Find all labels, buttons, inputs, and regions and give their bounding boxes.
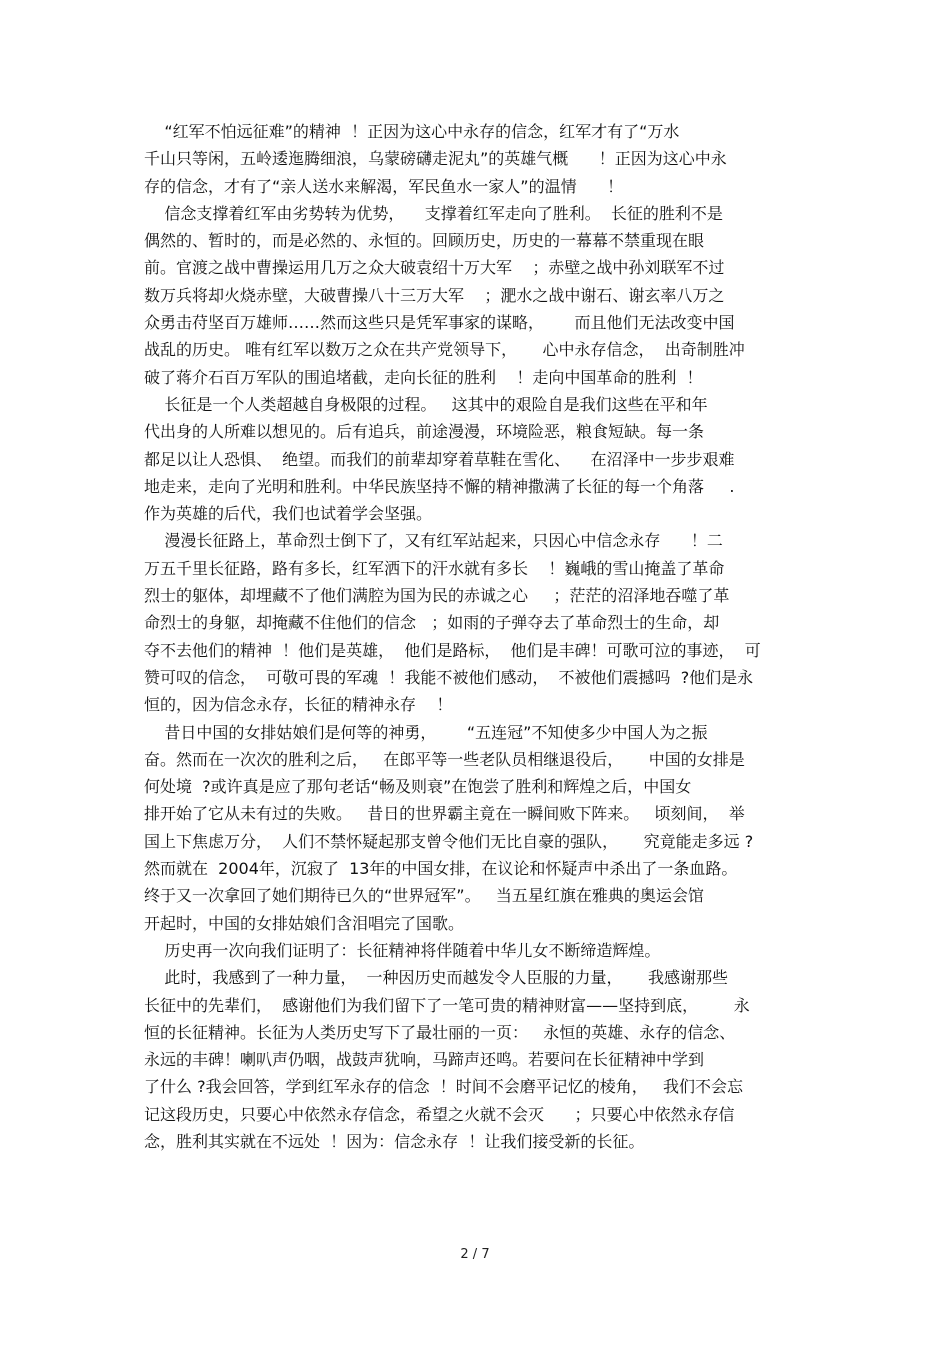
text-line: 奋。然而在一次次的胜利之后， 在郎平等一些老队员相继退役后， 中国的女排是: [144, 749, 745, 769]
text-line: 此时，我感到了一种力量， 一种因历史而越发令人臣服的力量， 我感谢那些: [144, 968, 728, 988]
text-line: 众勇击苻坚百万雄师……然而这些只是凭军事家的谋略， 而且他们无法改变中国: [144, 313, 735, 333]
text-line: 历史再一次向我们证明了：长征精神将伴随着中华儿女不断缔造辉煌。: [144, 940, 661, 960]
text-line: “红军不怕远征难”的精神 ！正因为这心中永存的信念，红军才有了“万水: [144, 122, 680, 141]
text-line: 漫漫长征路上，革命烈士倒下了，又有红军站起来，只因心中信念永存 ！二: [144, 531, 723, 551]
text-line: 作为英雄的后代，我们也试着学会坚强。: [144, 504, 433, 524]
text-line: 终于又一次拿回了她们期待已久的“世界冠军”。 当五星红旗在雅典的奥运会馆: [144, 886, 704, 906]
text-line: 永远的丰碑！喇叭声仍咽，战鼓声犹响，马蹄声还鸣。若要问在长征精神中学到: [144, 1050, 705, 1070]
text-line: 万五千里长征路，路有多长，红军洒下的汗水就有多长 ！巍峨的雪山掩盖了革命: [144, 558, 725, 578]
text-line: 都足以让人恐惧、 绝望。而我们的前辈却穿着草鞋在雪化、 在沼泽中一步步艰难: [144, 449, 735, 469]
text-line: 了什么 ?我会回答，学到红军永存的信念 ！时间不会磨平记忆的棱角， 我们不会忘: [144, 1077, 744, 1097]
text-line: 夺不去他们的精神 ！他们是英雄， 他们是路标， 他们是丰碑！可歌可泣的事迹， 可: [144, 640, 761, 660]
text-line: 烈士的躯体，却埋藏不了他们满腔为国为民的赤诚之心 ；茫茫的沼泽地吞噬了革: [144, 586, 730, 606]
text-line: 千山只等闲，五岭逶迤腾细浪，乌蒙磅礴走泥丸”的英雄气概 ！正因为这心中永: [144, 149, 727, 169]
text-line: 代出身的人所难以想见的。后有追兵，前途漫漫，环境险恶，粮食短缺。每一条: [144, 422, 705, 442]
text-line: 记这段历史，只要心中依然永存信念，希望之火就不会灭 ；只要心中依然永存信: [144, 1104, 735, 1124]
text-line: 国上下焦虑万分， 人们不禁怀疑起那支曾令他们无比自豪的强队， 究竟能走多远 ?: [144, 831, 754, 851]
text-line: 排开始了它从未有过的失败。 昔日的世界霸主竟在一瞬间败下阵来。 顷刻间， 举: [144, 804, 745, 824]
text-line: 恒的，因为信念永存，长征的精神永存 ！: [144, 695, 453, 715]
text-line: 信念支撑着红军由劣势转为优势， 支撑着红军走向了胜利。 长征的胜利不是: [144, 203, 723, 223]
text-line: 开起时，中国的女排姑娘们含泪唱完了国歌。: [144, 913, 465, 933]
text-line: 破了蒋介石百万军队的围追堵截，走向长征的胜利 ！走向中国革命的胜利 ！: [144, 367, 703, 387]
body-text: [144, 118, 814, 1155]
text-line: 何处境 ?或许真是应了那句老话“畅及则衰”在饱尝了胜利和辉煌之后，中国女: [144, 777, 692, 797]
page-number: 2 / 7: [460, 1247, 490, 1262]
text-line: 恒的长征精神。长征为人类历史写下了最壮丽的一页： 永恒的英雄、永存的信念、: [144, 1022, 736, 1042]
text-line: 念，胜利其实就在不远处 ！因为：信念永存 ！让我们接受新的长征。: [144, 1131, 645, 1151]
text-line: 战乱的历史。 唯有红军以数万之众在共产党领导下， 心中永存信念， 出奇制胜冲: [144, 340, 745, 360]
text-line: 地走来，走向了光明和胜利。中华民族坚持不懈的精神撒满了长征的每一个角落 .: [144, 476, 735, 496]
text-line: 存的信念，才有了“亲人送水来解渴，军民鱼水一家人”的温情 ！: [144, 176, 624, 196]
text-line: 然而就在 2004年，沉寂了 13年的中国女排，在议论和怀疑声中杀出了一条血路。: [144, 859, 738, 879]
text-line: 偶然的、暂时的，而是必然的、永恒的。回顾历史，历史的一幕幕不禁重现在眼: [144, 231, 705, 251]
text-line: 长征中的先辈们， 感谢他们为我们留下了一笔可贵的精神财富——坚持到底， 永: [144, 995, 750, 1015]
text-line: 长征是一个人类超越自身极限的过程。 这其中的艰险自是我们这些在平和年: [144, 394, 708, 414]
text-line: 命烈士的身躯，却掩藏不住他们的信念 ；如雨的子弹夺去了革命烈士的生命，却: [144, 613, 720, 633]
text-line: 数万兵将却火烧赤壁，大破曹操八十三万大军 ；淝水之战中谢石、谢玄率八万之: [144, 285, 725, 305]
text-line: 赞可叹的信念， 可敬可畏的军魂 ！我能不被他们感动， 不被他们震撼吗 ?他们是永: [144, 667, 754, 687]
text-line: 前。官渡之战中曹操运用几万之众大破袁绍十万大军 ；赤壁之战中孙刘联军不过: [144, 258, 725, 278]
text-line: 昔日中国的女排姑娘们是何等的神勇， “五连冠”不知使多少中国人为之振: [144, 722, 708, 742]
